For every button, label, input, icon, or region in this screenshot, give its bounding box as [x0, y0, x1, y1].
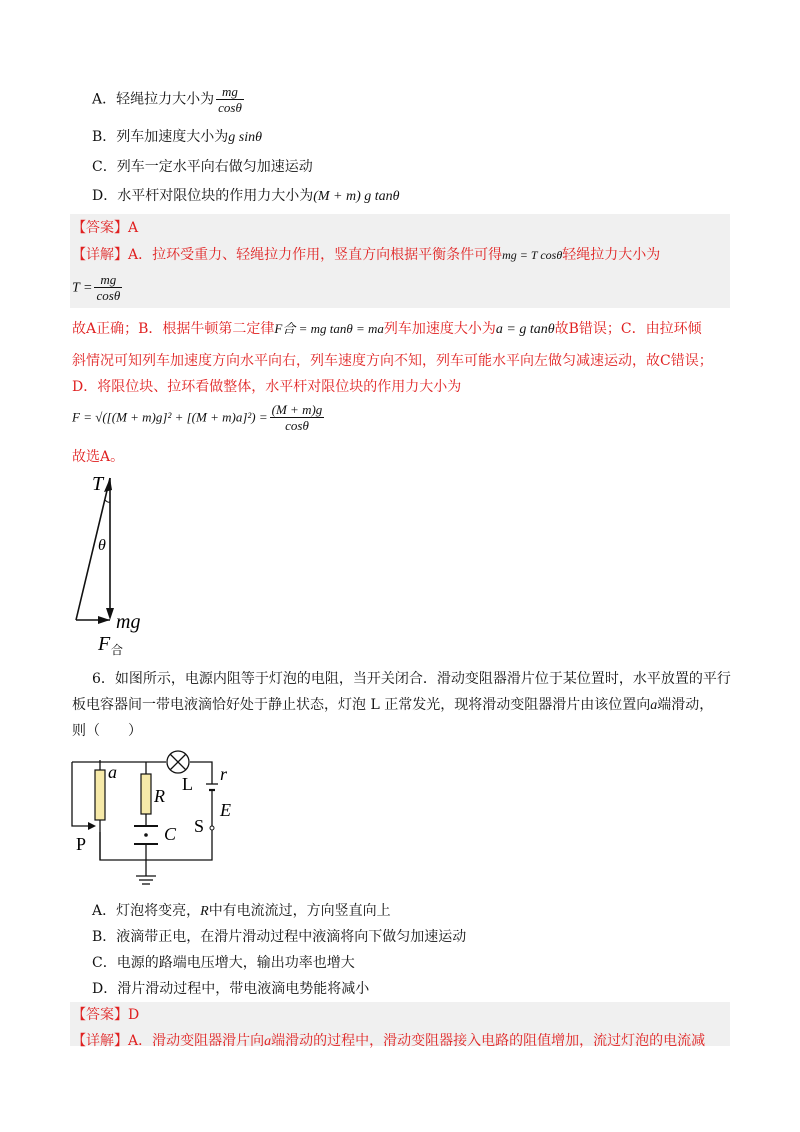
q6-detail-text2: 端滑动的过程中，滑动变阻器接入电路的阻值增加，流过灯泡的电流减	[271, 1033, 706, 1049]
q6-option-a-text2: 中有电流流过，方向竖直向上	[208, 903, 391, 919]
switch-contact	[210, 826, 214, 830]
q6-detail-text1: 【详解】A．滑动变阻器滑片向	[72, 1033, 265, 1049]
q5-option-c: C．列车一定水平向右做匀加速运动	[92, 159, 313, 175]
label-R: R	[154, 786, 165, 806]
q5-line2-eq2: a = g tanθ	[495, 322, 555, 337]
F-arrowhead	[98, 616, 110, 624]
circuit-figure	[70, 740, 250, 900]
T-arrowhead	[104, 478, 112, 492]
q5-detail-line4: D．将限位块、拉环看做整体，水平杆对限位块的作用力大小为	[72, 379, 462, 395]
q6-option-a-text1: A．灯泡将变亮，	[92, 903, 201, 919]
q6-stem2-text: 板电容器间一带电液滴恰好处于静止状态，灯泡 L 正常发光，现将滑动变阻器滑片由该位置向	[72, 697, 651, 713]
q6-stem-line1: 6．如图所示，电源内阻等于灯泡的电阻，当开关闭合．滑动变阻器滑片位于某位置时，水平放置的平行	[92, 671, 731, 687]
q6-option-c: C．电源的路端电压增大，输出功率也增大	[92, 955, 355, 971]
q6-option-d: D．滑片滑动过程中，带电液滴电势能将减小	[92, 981, 370, 997]
rheostat	[95, 770, 105, 820]
label-E: E	[220, 800, 231, 820]
q5-option-b	[92, 126, 262, 146]
q5-option-b-expr: g sinθ	[228, 130, 263, 145]
label-r: r	[220, 764, 228, 784]
q5-detail-lead: 【详解】A．拉环受重力、轻绳拉力作用，竖直方向根据平衡条件可得	[72, 247, 503, 263]
mg-arrowhead	[106, 608, 114, 620]
label-a: a	[108, 762, 117, 782]
q5-option-d	[92, 185, 400, 205]
label-C: C	[164, 824, 177, 844]
q5-choose: 故选A。	[72, 449, 125, 465]
q5-option-a-text: A．轻绳拉力大小为	[92, 91, 215, 108]
label-mg: mg	[116, 611, 141, 633]
q6-detail-line1	[72, 1030, 705, 1050]
q5-formula-F	[72, 402, 326, 433]
q6-stem-line2	[72, 694, 713, 714]
q5-line2-a: 故A正确；B．根据牛顿第二定律	[72, 321, 275, 337]
slider-wire	[72, 762, 94, 826]
q5-detail-line3: 斜情况可知列车加速度方向水平向右，列车速度方向不知，列车可能水平向左做匀减速运动，故C错误；	[72, 353, 713, 369]
label-F: F	[98, 633, 111, 655]
q5-detail-T-fraction: $\frac{mg}{\cos\theta}$	[96, 272, 121, 303]
resistor-R	[141, 774, 151, 814]
q5-line2-eq: F合 = mg tanθ = ma	[274, 321, 384, 336]
q5-line2-b: 列车加速度大小为	[383, 321, 496, 337]
charged-droplet	[144, 833, 148, 837]
q6-option-b: B．液滴带正电，在滑片滑动过程中液滴将向下做匀加速运动	[92, 929, 467, 945]
q5-option-a-fraction: $\frac{mg}{\cos\theta}$	[218, 84, 242, 115]
q5-line2-c: 故B错误；C．由拉环倾	[554, 321, 702, 337]
label-F-sub: 合	[111, 643, 124, 657]
q5-detail-eq1: mg = T cosθ	[502, 248, 563, 262]
q6-stem2-end: 端滑动，	[657, 697, 714, 713]
q5-formula-fraction: $\frac{(M + m)g}{\cos\theta}$	[271, 402, 323, 433]
label-theta: θ	[98, 537, 106, 554]
q5-option-d-expr: (M + m) g tanθ	[313, 189, 400, 204]
label-S: S	[194, 816, 205, 836]
force-triangle-figure	[70, 470, 190, 660]
slider-arrow-icon	[88, 822, 96, 830]
q5-detail-T-label: T =	[72, 280, 93, 296]
q5-detail-T	[72, 272, 124, 303]
q6-answer: 【答案】D	[72, 1007, 140, 1023]
label-P: P	[76, 834, 87, 854]
q5-option-a	[92, 84, 246, 115]
q6-detail-a: a	[264, 1034, 272, 1049]
q5-formula-F-lhs: F = √([(M + m)g]² + [(M + m)a]²) =	[72, 409, 268, 425]
label-L: L	[182, 774, 193, 794]
q5-option-d-text: D．水平杆对限位块的作用力大小为	[92, 188, 314, 204]
q5-detail-line1	[72, 244, 660, 264]
q5-detail-tail: 轻绳拉力大小为	[562, 247, 661, 263]
q5-option-b-text: B．列车加速度大小为	[92, 129, 229, 145]
q5-answer: 【答案】A	[72, 220, 139, 236]
label-T: T	[92, 473, 104, 495]
q5-detail-line2	[72, 318, 702, 338]
left-branch-wire	[72, 760, 100, 762]
q6-option-a	[92, 900, 391, 920]
q6-option-a-R: R	[200, 904, 209, 919]
q6-stem2-a: a	[650, 698, 658, 713]
q6-stem-line3: 则（ ）	[72, 723, 142, 739]
